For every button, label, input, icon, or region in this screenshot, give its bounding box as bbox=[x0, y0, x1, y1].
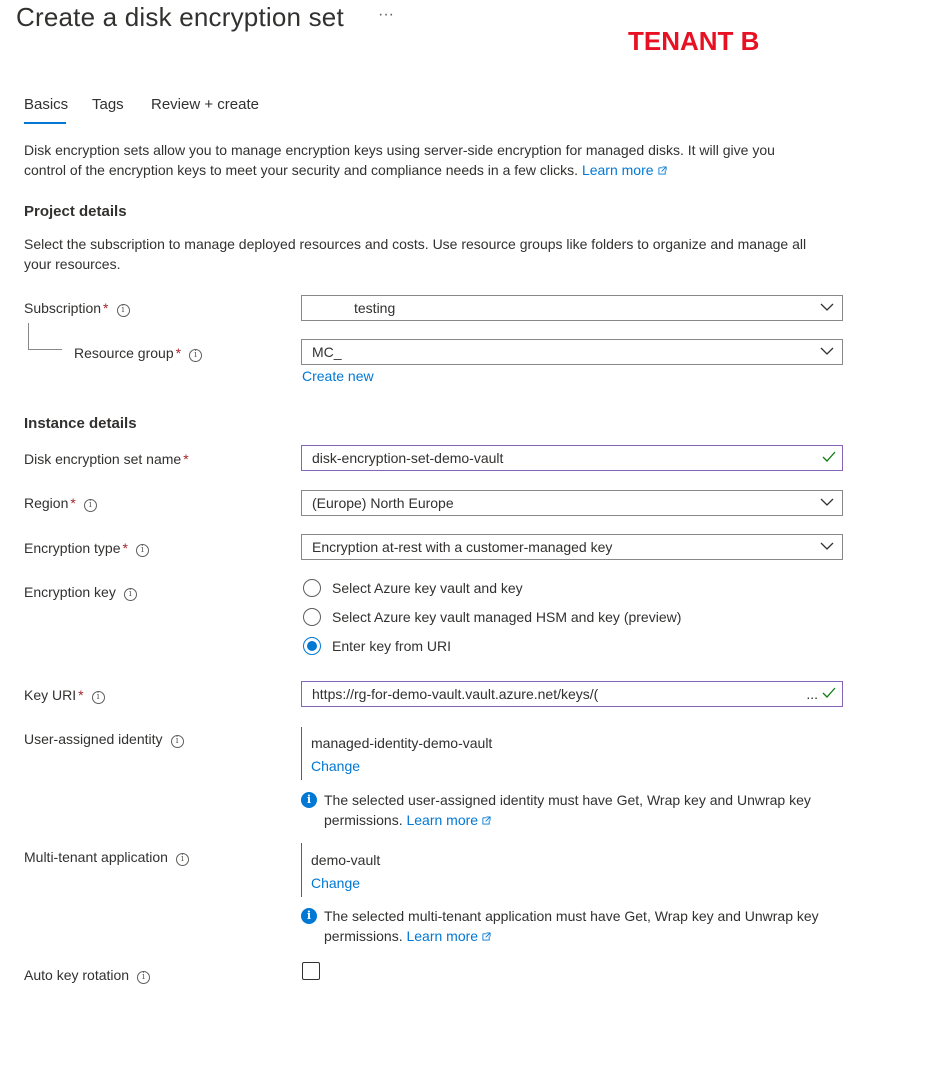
auto-key-rotation-checkbox[interactable] bbox=[302, 962, 320, 980]
radio-key-vault[interactable] bbox=[303, 579, 321, 597]
more-options-button[interactable]: ··· bbox=[378, 6, 394, 23]
auto-key-rotation-label bbox=[24, 967, 150, 984]
info-icon[interactable]: i bbox=[136, 544, 149, 557]
learn-more-label: Learn more bbox=[581, 162, 654, 178]
chevron-down-icon bbox=[820, 541, 834, 551]
project-text-line-1: Select the subscription to manage deployed resources and costs. Use resource groups like folders to organize and manage all bbox=[24, 236, 807, 252]
required-marker: * bbox=[78, 687, 84, 703]
identity-learn-more-label: Learn more bbox=[406, 812, 479, 828]
info-icon[interactable]: i bbox=[84, 499, 97, 512]
multi-tenant-application-label-text: Multi-tenant application bbox=[24, 849, 168, 865]
mt-note-line-2 bbox=[324, 926, 491, 946]
page-title: Create a disk encryption set bbox=[16, 2, 344, 32]
mt-note-line-1: The selected multi-tenant application must have Get, Wrap key and Unwrap key bbox=[324, 908, 819, 924]
external-link-icon bbox=[658, 166, 667, 175]
key-uri-label bbox=[24, 687, 105, 704]
disk-encryption-set-name-value: disk-encryption-set-demo-vault bbox=[312, 450, 504, 466]
disk-encryption-set-name-label bbox=[24, 451, 189, 467]
radio-managed-hsm-label[interactable]: Select Azure key vault managed HSM and key (preview) bbox=[332, 609, 682, 625]
project-text-line-2: your resources. bbox=[24, 256, 121, 272]
mt-change-link[interactable]: Change bbox=[311, 875, 361, 891]
identity-change-link[interactable]: Change bbox=[311, 758, 361, 774]
tab-basics[interactable]: Basics bbox=[24, 96, 69, 113]
subscription-label-text: Subscription bbox=[24, 300, 102, 316]
subscription-label bbox=[24, 300, 130, 317]
resource-group-dropdown[interactable] bbox=[301, 339, 843, 365]
identity-value: managed-identity-demo-vault bbox=[311, 735, 493, 751]
intro-text-line-1: Disk encryption sets allow you to manage encryption keys using server-side encryption for managed disks. It will give you bbox=[24, 142, 775, 158]
key-uri-value: https://rg-for-demo-vault.vault.azure.net/keys/( bbox=[312, 686, 599, 702]
project-details-heading: Project details bbox=[24, 203, 127, 220]
subscription-dropdown[interactable] bbox=[301, 295, 843, 321]
encryption-type-label bbox=[24, 540, 149, 557]
chevron-down-icon bbox=[820, 302, 834, 312]
tree-connector-horizontal bbox=[28, 349, 62, 350]
radio-managed-hsm[interactable] bbox=[303, 608, 321, 626]
auto-key-rotation-label-text: Auto key rotation bbox=[24, 967, 130, 983]
region-dropdown[interactable] bbox=[301, 490, 843, 516]
required-marker: * bbox=[175, 345, 182, 361]
tab-tags[interactable]: Tags bbox=[92, 96, 124, 113]
radio-key-uri[interactable] bbox=[303, 637, 321, 655]
required-marker: * bbox=[122, 540, 128, 556]
encryption-type-label-text: Encryption type bbox=[24, 540, 121, 556]
disk-encryption-set-name-input[interactable] bbox=[301, 445, 843, 471]
identity-learn-more-link[interactable] bbox=[406, 812, 491, 828]
identity-note-text: permissions. bbox=[324, 812, 403, 828]
key-uri-ellipsis: ... bbox=[806, 686, 818, 702]
encryption-type-dropdown[interactable] bbox=[301, 534, 843, 560]
encryption-key-label-text: Encryption key bbox=[24, 584, 116, 600]
mt-selection-bar bbox=[301, 843, 302, 897]
encryption-type-value: Encryption at-rest with a customer-managed key bbox=[312, 539, 613, 555]
external-link-icon bbox=[482, 932, 491, 941]
mt-note-text: permissions. bbox=[324, 928, 403, 944]
subscription-value: testing bbox=[354, 300, 396, 316]
create-new-link[interactable]: Create new bbox=[302, 368, 374, 384]
info-icon[interactable]: i bbox=[92, 691, 105, 704]
checkmark-icon bbox=[822, 451, 836, 463]
info-icon[interactable]: i bbox=[124, 588, 137, 601]
region-label-text: Region bbox=[24, 495, 69, 511]
required-marker: * bbox=[183, 451, 189, 467]
mt-learn-more-label: Learn more bbox=[406, 928, 479, 944]
key-uri-label-text: Key URI bbox=[24, 687, 77, 703]
info-filled-icon: i bbox=[301, 792, 317, 808]
learn-more-link[interactable] bbox=[582, 162, 667, 178]
info-filled-icon: i bbox=[301, 908, 317, 924]
intro-text: control of the encryption keys to meet your security and compliance needs in a few clicks. bbox=[24, 162, 579, 178]
info-icon[interactable]: i bbox=[117, 304, 130, 317]
user-assigned-identity-label-text: User-assigned identity bbox=[24, 731, 163, 747]
instance-details-heading: Instance details bbox=[24, 415, 137, 432]
identity-note-line-1: The selected user-assigned identity must have Get, Wrap key and Unwrap key bbox=[324, 792, 811, 808]
active-tab-indicator bbox=[24, 122, 66, 124]
disk-encryption-set-name-label-text: Disk encryption set name bbox=[24, 451, 182, 467]
info-icon[interactable]: i bbox=[137, 971, 150, 984]
chevron-down-icon bbox=[820, 497, 834, 507]
resource-group-label-text: Resource group bbox=[74, 345, 174, 361]
tree-connector-vertical bbox=[28, 323, 29, 349]
required-marker: * bbox=[103, 300, 109, 316]
key-uri-input[interactable] bbox=[301, 681, 843, 707]
info-icon[interactable]: i bbox=[189, 349, 202, 362]
required-marker: * bbox=[70, 495, 76, 511]
info-icon[interactable]: i bbox=[171, 735, 184, 748]
radio-key-uri-label[interactable]: Enter key from URI bbox=[332, 638, 452, 654]
mt-value: demo-vault bbox=[311, 852, 381, 868]
multi-tenant-application-label bbox=[24, 849, 189, 866]
resource-group-value: MC_ bbox=[312, 344, 342, 360]
checkmark-icon bbox=[822, 687, 836, 699]
radio-key-vault-label[interactable]: Select Azure key vault and key bbox=[332, 580, 523, 596]
identity-selection-bar bbox=[301, 727, 302, 780]
region-value: (Europe) North Europe bbox=[312, 495, 454, 511]
identity-note-line-2 bbox=[324, 810, 491, 830]
region-label bbox=[24, 495, 97, 512]
chevron-down-icon bbox=[820, 346, 834, 356]
tab-review-create[interactable]: Review + create bbox=[151, 96, 259, 113]
mt-learn-more-link[interactable] bbox=[406, 928, 491, 944]
external-link-icon bbox=[482, 816, 491, 825]
user-assigned-identity-label bbox=[24, 731, 184, 748]
info-icon[interactable]: i bbox=[176, 853, 189, 866]
resource-group-label bbox=[74, 345, 202, 362]
tenant-label: TENANT B bbox=[628, 26, 760, 56]
encryption-key-label bbox=[24, 584, 137, 601]
intro-text-line-2 bbox=[24, 160, 667, 180]
